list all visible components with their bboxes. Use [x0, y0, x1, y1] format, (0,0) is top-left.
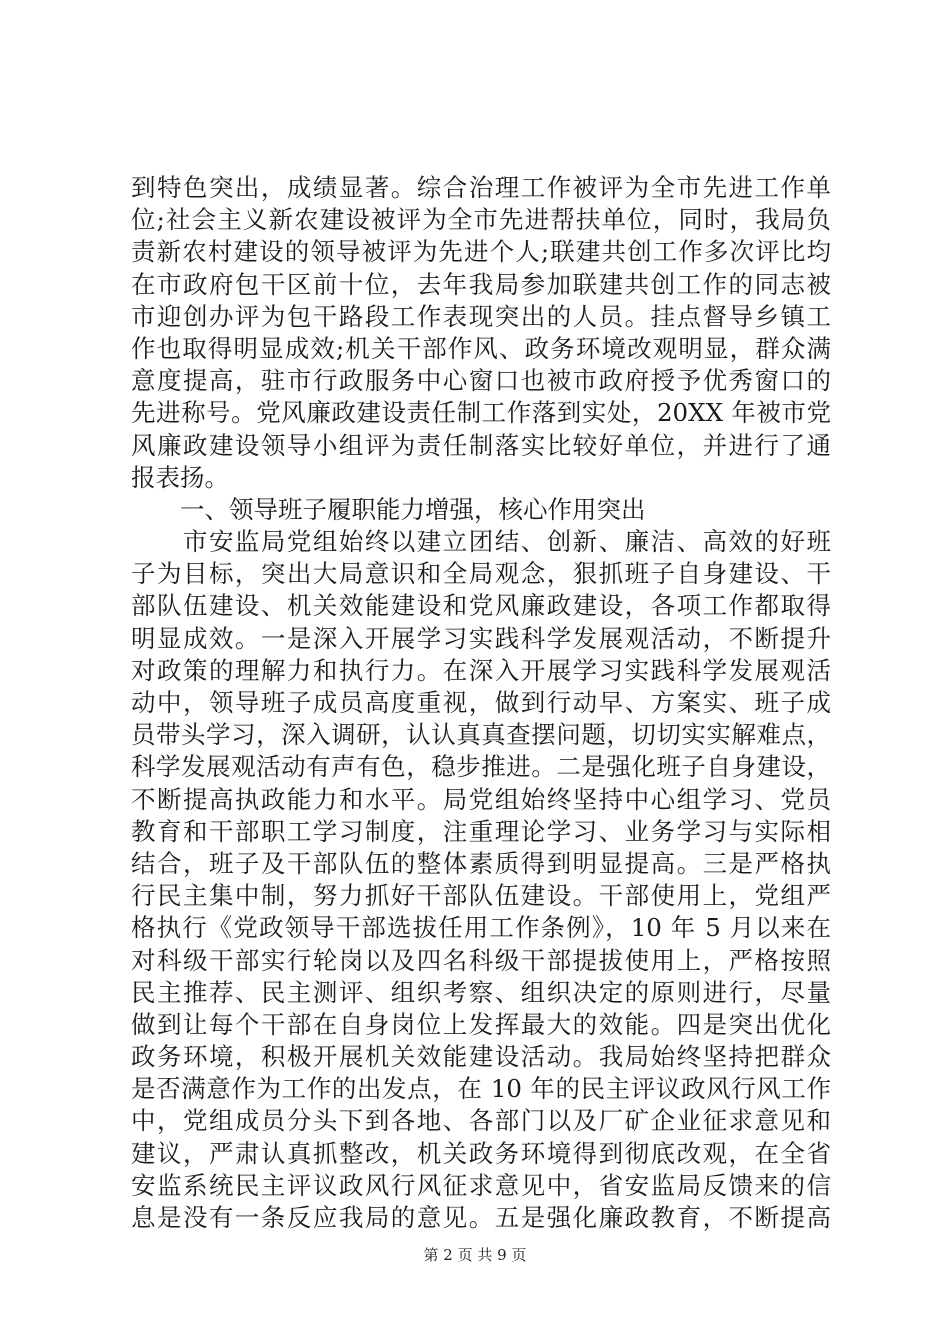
text-line: 责新农村建设的领导被评为先进个人;联建共创工作多次评比均	[131, 237, 831, 267]
text-line: 风廉政建设领导小组评为责任制落实比较好单位，并进行了通	[131, 430, 831, 460]
text-line: 科学发展观活动有声有色，稳步推进。二是强化班子自身建设，	[131, 752, 831, 782]
text-line: 市迎创办评为包干路段工作表现突出的人员。挂点督导乡镇工	[131, 301, 831, 331]
text-line: 部队伍建设、机关效能建设和党风廉政建设，各项工作都取得	[131, 591, 831, 621]
text-line: 息是没有一条反应我局的意见。五是强化廉政教育，不断提高	[131, 1203, 831, 1232]
text-line: 意度提高，驻市行政服务中心窗口也被市政府授予优秀窗口的	[131, 366, 831, 396]
text-line: 作也取得明显成效;机关干部作风、政务环境改观明显，群众满	[131, 333, 831, 363]
text-line: 政务环境，积极开展机关效能建设活动。我局始终坚持把群众	[131, 1042, 831, 1072]
text-line: 在市政府包干区前十位，去年我局参加联建共创工作的同志被	[131, 269, 831, 299]
text-line: 建议，严肃认真抓整改，机关政务环境得到彻底改观，在全省	[131, 1138, 831, 1168]
text-line: 不断提高执政能力和水平。局党组始终坚持中心组学习、党员	[131, 784, 831, 814]
text-line: 明显成效。一是深入开展学习实践科学发展观活动，不断提升	[131, 623, 831, 653]
text-line: 民主推荐、民主测评、组织考察、组织决定的原则进行，尽量	[131, 977, 831, 1007]
text-line: 到特色突出，成绩显著。综合治理工作被评为全市先进工作单	[131, 173, 831, 202]
text-line: 对政策的理解力和执行力。在深入开展学习实践科学发展观活	[131, 655, 831, 685]
text-line: 市安监局党组始终以建立团结、创新、廉洁、高效的好班	[131, 527, 831, 557]
text-line: 位;社会主义新农建设被评为全市先进帮扶单位，同时，我局负	[131, 205, 831, 235]
text-line: 是否满意作为工作的出发点，在 10 年的民主评议政风行风工作	[131, 1074, 831, 1104]
text-line: 行民主集中制，努力抓好干部队伍建设。干部使用上，党组严	[131, 881, 831, 911]
text-line: 中，党组成员分头下到各地、各部门以及厂矿企业征求意见和	[131, 1106, 831, 1136]
document-body	[131, 172, 831, 1234]
text-line: 结合，班子及干部队伍的整体素质得到明显提高。三是严格执	[131, 848, 831, 878]
text-line: 格执行《党政领导干部选拔任用工作条例》，10 年 5 月以来在	[131, 913, 831, 943]
text-line: 先进称号。党风廉政建设责任制工作落到实处，20XX 年被市党	[131, 398, 831, 428]
text-line: 做到让每个干部在自身岗位上发挥最大的效能。四是突出优化	[131, 1009, 831, 1039]
page-number-footer: 第 2 页 共 9 页	[423, 1246, 527, 1264]
text-line: 员带头学习，深入调研，认认真真查摆问题，切切实实解难点，	[131, 720, 831, 750]
text-line: 安监系统民主评议政风行风征求意见中，省安监局反馈来的信	[131, 1170, 831, 1200]
text-line: 报表扬。	[131, 462, 229, 492]
text-line: 对科级干部实行轮岗以及四名科级干部提拔使用上，严格按照	[131, 945, 831, 975]
text-line: 子为目标，突出大局意识和全局观念，狠抓班子自身建设、干	[131, 559, 831, 589]
text-line: 教育和干部职工学习制度，注重理论学习、业务学习与实际相	[131, 816, 831, 846]
text-line: 动中，领导班子成员高度重视，做到行动早、方案实、班子成	[131, 688, 831, 717]
section-heading: 一、领导班子履职能力增强，核心作用突出	[180, 494, 646, 524]
